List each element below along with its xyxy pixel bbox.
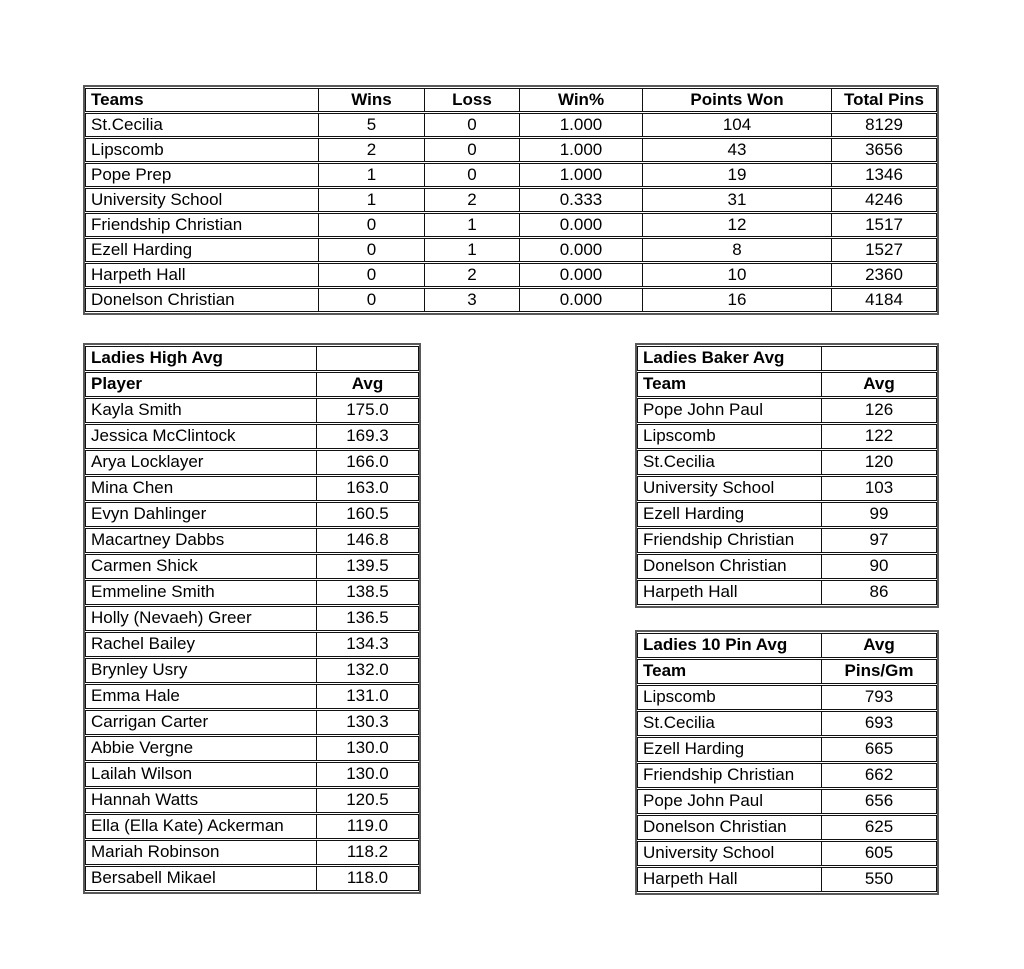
ten-pin-avg-table [635,630,939,895]
table-cell: Ezell Harding [637,737,822,762]
table-cell: 86 [822,580,937,605]
table-cell: 169.3 [317,424,419,449]
table-row [85,788,419,813]
table-cell: 16 [643,288,832,312]
table-cell: 693 [822,711,937,736]
table-row [85,213,937,237]
table-cell: Arya Locklayer [85,450,317,475]
table-row [637,737,937,762]
table-cell: Evyn Dahlinger [85,502,317,527]
table-cell: 120.5 [317,788,419,813]
table-cell: 1.000 [520,138,643,162]
table-header-row [637,659,937,684]
table-row [85,814,419,839]
table-cell: Carrigan Carter [85,710,317,735]
baker-header [637,346,937,397]
baker-body [637,398,937,605]
table-cell: 605 [822,841,937,866]
table-cell: 132.0 [317,658,419,683]
table-cell: 3 [425,288,520,312]
table-cell: 1517 [832,213,937,237]
table-cell: 0.000 [520,263,643,287]
table-row [85,113,937,137]
table-title: Ladies Baker Avg [637,346,822,371]
table-cell: 1 [425,213,520,237]
table-cell: 10 [643,263,832,287]
table-cell: Pope John Paul [637,789,822,814]
table-cell: Carmen Shick [85,554,317,579]
table-row [637,763,937,788]
table-cell: 0 [319,213,425,237]
table-cell: 139.5 [317,554,419,579]
standings-body [85,113,937,312]
table-cell: 0 [425,113,520,137]
table-cell: 126 [822,398,937,423]
table-cell: 625 [822,815,937,840]
table-row [85,476,419,501]
col-header-team: Team [637,659,822,684]
table-row [85,238,937,262]
col-header-avg: Avg [317,372,419,397]
table-cell: Ella (Ella Kate) Ackerman [85,814,317,839]
table-cell: 146.8 [317,528,419,553]
table-cell: 0 [319,238,425,262]
table-cell: 130.0 [317,762,419,787]
table-cell: Macartney Dabbs [85,528,317,553]
table-row [85,450,419,475]
table-cell: Emmeline Smith [85,580,317,605]
table-row [85,632,419,657]
table-cell: 0 [425,138,520,162]
table-cell: 138.5 [317,580,419,605]
table-row [637,554,937,579]
table-cell: Ezell Harding [637,502,822,527]
table-cell: 104 [643,113,832,137]
table-cell: 3656 [832,138,937,162]
table-cell: Harpeth Hall [637,580,822,605]
table-title-row [637,633,937,658]
table-row [85,263,937,287]
table-cell: 1 [319,163,425,187]
table-cell: 5 [319,113,425,137]
table-cell: St.Cecilia [637,711,822,736]
table-cell: Emma Hale [85,684,317,709]
table-title-row [85,346,419,371]
table-cell: 160.5 [317,502,419,527]
table-cell: 1 [319,188,425,212]
table-cell: 163.0 [317,476,419,501]
table-row [85,736,419,761]
table-cell: Friendship Christian [637,528,822,553]
table-cell: 665 [822,737,937,762]
table-cell: 136.5 [317,606,419,631]
table-cell: Lailah Wilson [85,762,317,787]
table-row [85,684,419,709]
table-header-row [637,372,937,397]
table-row [85,528,419,553]
table-cell: Harpeth Hall [637,867,822,892]
table-cell: 0 [425,163,520,187]
table-row [85,424,419,449]
table-row [85,138,937,162]
table-cell: 130.0 [317,736,419,761]
table-row [85,288,937,312]
high-avg-header [85,346,419,397]
table-cell: 118.0 [317,866,419,891]
table-cell: St.Cecilia [637,450,822,475]
table-row [85,188,937,212]
table-cell: 1527 [832,238,937,262]
table-cell: Brynley Usry [85,658,317,683]
table-cell: 120 [822,450,937,475]
col-header-teams: Teams [85,88,319,112]
table-cell: 103 [822,476,937,501]
table-row [637,815,937,840]
tenpin-body [637,685,937,892]
table-row [637,398,937,423]
table-cell: Kayla Smith [85,398,317,423]
standings-table [83,85,939,315]
col-header-avg: Avg [822,372,937,397]
table-cell: 90 [822,554,937,579]
tenpin-header [637,633,937,684]
table-header-row [85,88,937,112]
standings-header [85,88,937,112]
table-cell: 0 [319,263,425,287]
table-cell: Abbie Vergne [85,736,317,761]
table-cell: Donelson Christian [637,815,822,840]
table-cell: 2360 [832,263,937,287]
table-header-row [85,372,419,397]
table-cell: St.Cecilia [85,113,319,137]
table-cell: 656 [822,789,937,814]
table-title: Ladies High Avg [85,346,317,371]
col-header-winpct: Win% [520,88,643,112]
table-cell: University School [637,841,822,866]
table-cell: 4184 [832,288,937,312]
table-cell: 130.3 [317,710,419,735]
baker-avg-table [635,343,939,608]
table-cell: Jessica McClintock [85,424,317,449]
table-title-spacer [822,346,937,371]
table-cell: 793 [822,685,937,710]
table-cell: 122 [822,424,937,449]
table-row [85,710,419,735]
table-row [637,867,937,892]
table-cell: 12 [643,213,832,237]
table-row [637,711,937,736]
table-title-avg: Avg [822,633,937,658]
table-cell: 0.000 [520,213,643,237]
table-cell: 1.000 [520,163,643,187]
table-row [85,606,419,631]
table-cell: 97 [822,528,937,553]
table-cell: 131.0 [317,684,419,709]
table-cell: 119.0 [317,814,419,839]
table-row [85,762,419,787]
table-row [85,658,419,683]
table-cell: 0.333 [520,188,643,212]
table-cell: 118.2 [317,840,419,865]
table-row [85,163,937,187]
table-cell: Hannah Watts [85,788,317,813]
table-row [85,840,419,865]
table-cell: University School [85,188,319,212]
table-cell: University School [637,476,822,501]
table-cell: Lipscomb [85,138,319,162]
table-cell: 0.000 [520,238,643,262]
table-cell: Pope Prep [85,163,319,187]
table-cell: Rachel Bailey [85,632,317,657]
table-cell: Lipscomb [637,685,822,710]
table-row [637,685,937,710]
table-cell: Harpeth Hall [85,263,319,287]
table-cell: 134.3 [317,632,419,657]
table-cell: Donelson Christian [637,554,822,579]
table-cell: Bersabell Mikael [85,866,317,891]
table-cell: 2 [319,138,425,162]
table-cell: Pope John Paul [637,398,822,423]
table-title: Ladies 10 Pin Avg [637,633,822,658]
col-header-points-won: Points Won [643,88,832,112]
table-cell: 166.0 [317,450,419,475]
table-cell: 1346 [832,163,937,187]
table-row [637,450,937,475]
col-header-player: Player [85,372,317,397]
table-cell: Holly (Nevaeh) Greer [85,606,317,631]
table-cell: 175.0 [317,398,419,423]
table-row [637,789,937,814]
col-header-wins: Wins [319,88,425,112]
col-header-total-pins: Total Pins [832,88,937,112]
table-cell: 31 [643,188,832,212]
table-cell: 99 [822,502,937,527]
table-cell: Donelson Christian [85,288,319,312]
table-cell: 43 [643,138,832,162]
col-header-team: Team [637,372,822,397]
table-cell: Mina Chen [85,476,317,501]
table-cell: Friendship Christian [85,213,319,237]
table-row [85,502,419,527]
table-title-row [637,346,937,371]
table-cell: 8 [643,238,832,262]
table-cell: Friendship Christian [637,763,822,788]
table-cell: 0 [319,288,425,312]
table-row [85,580,419,605]
table-row [637,424,937,449]
table-title-spacer [317,346,419,371]
table-cell: 4246 [832,188,937,212]
table-cell: 1 [425,238,520,262]
table-row [637,476,937,501]
table-row [637,841,937,866]
table-cell: 19 [643,163,832,187]
table-row [637,528,937,553]
table-cell: 2 [425,263,520,287]
table-cell: 8129 [832,113,937,137]
table-row [85,554,419,579]
col-header-loss: Loss [425,88,520,112]
table-cell: 550 [822,867,937,892]
high-avg-body [85,398,419,891]
table-row [637,502,937,527]
table-cell: Mariah Robinson [85,840,317,865]
table-cell: 662 [822,763,937,788]
table-row [85,398,419,423]
table-cell: Lipscomb [637,424,822,449]
table-cell: Ezell Harding [85,238,319,262]
high-avg-table [83,343,421,894]
table-cell: 1.000 [520,113,643,137]
table-cell: 2 [425,188,520,212]
table-row [85,866,419,891]
table-cell: 0.000 [520,288,643,312]
table-row [637,580,937,605]
col-header-pins-per-game: Pins/Gm [822,659,937,684]
